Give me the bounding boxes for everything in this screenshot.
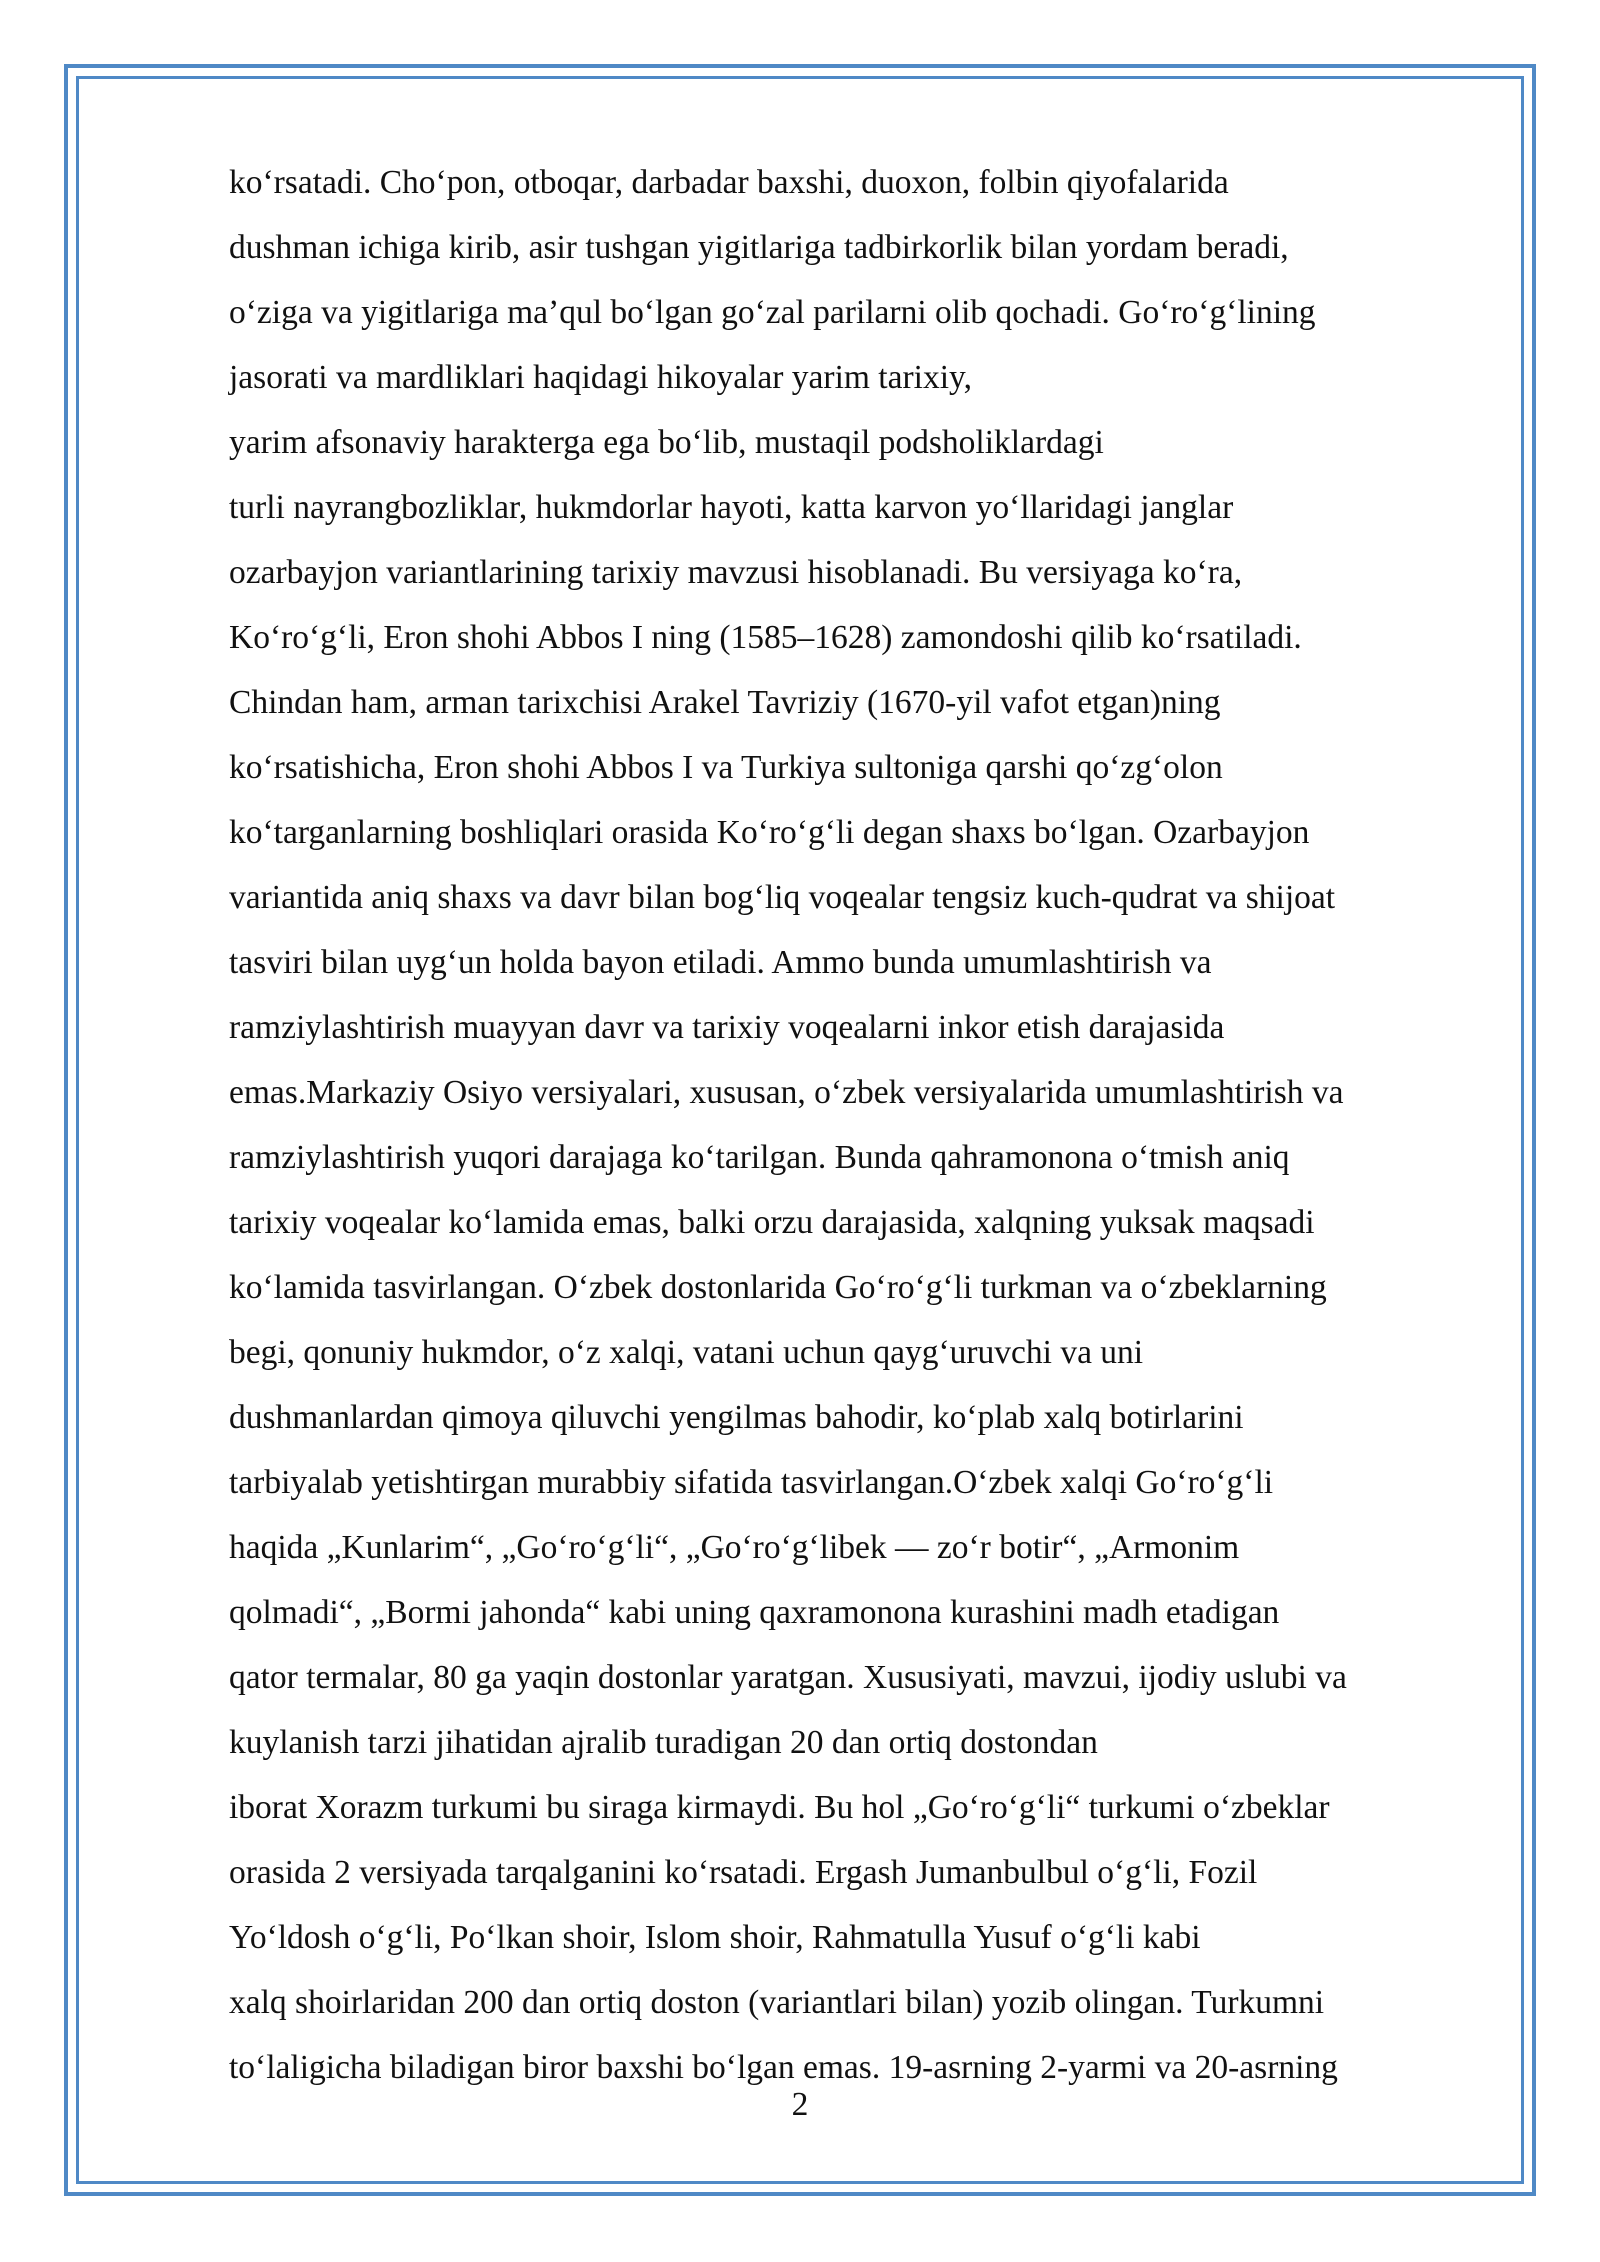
text-line: haqida „Kunlarim“, „Goʻroʻgʻli“, „Goʻroʻgʻlibek — zoʻr botir“, „Armonim (229, 1529, 1240, 1566)
text-line: oʻziga va yigitlariga maʼqul boʻlgan goʻzal parilarni olib qochadi. Goʻroʻgʻlining (229, 294, 1316, 331)
document-body (229, 150, 1529, 2100)
text-line: iborat Xorazm turkumi bu siraga kirmaydi. Bu hol „Goʻroʻgʻli“ turkumi oʻzbeklar (229, 1789, 1330, 1826)
text-line: tarbiyalab yetishtirgan murabbiy sifatida tasvirlangan.Oʻzbek xalqi Goʻroʻgʻli (229, 1464, 1274, 1501)
text-line: xalq shoirlaridan 200 dan ortiq doston (variantlari bilan) yozib olingan. Turkumni (229, 1984, 1325, 2021)
text-line: tasviri bilan uygʻun holda bayon etiladi. Ammo bunda umumlashtirish va (229, 944, 1212, 981)
text-line: qolmadi“, „Bormi jahonda“ kabi uning qaxramonona kurashini madh etadigan (229, 1594, 1280, 1631)
text-line: koʻtarganlarning boshliqlari orasida Koʻroʻgʻli degan shaxs boʻlgan. Ozarbayjon (229, 814, 1310, 851)
text-line: toʻlaligicha biladigan biror baxshi boʻlgan emas. 19-asrning 2-yarmi va 20-asrning (229, 2049, 1338, 2086)
text-line: orasida 2 versiyada tarqalganini koʻrsatadi. Ergash Jumanbulbul oʻgʻli, Fozil (229, 1854, 1258, 1891)
text-line: Koʻroʻgʻli, Eron shohi Abbos I ning (1585–1628) zamondoshi qilib koʻrsatiladi. (229, 619, 1302, 656)
text-line: ramziylashtirish yuqori darajaga koʻtarilgan. Bunda qahramonona oʻtmish aniq (229, 1139, 1290, 1176)
page-number: 2 (791, 2086, 809, 2123)
text-line: dushmanlardan qimoya qiluvchi yengilmas bahodir, koʻplab xalq botirlarini (229, 1399, 1244, 1436)
text-line: koʻrsatadi. Choʻpon, otboqar, darbadar baxshi, duoxon, folbin qiyofalarida (229, 164, 1229, 201)
text-line: variantida aniq shaxs va davr bilan bogʻliq voqealar tengsiz kuch-qudrat va shijoat (229, 879, 1336, 916)
text-line: begi, qonuniy hukmdor, oʻz xalqi, vatani uchun qaygʻuruvchi va uni (229, 1334, 1144, 1371)
text-line: turli nayrangbozliklar, hukmdorlar hayoti, katta karvon yoʻllaridagi janglar (229, 489, 1234, 526)
text-line: ramziylashtirish muayyan davr va tarixiy voqealarni inkor etish darajasida (229, 1009, 1225, 1046)
text-line: tarixiy voqealar koʻlamida emas, balki orzu darajasida, xalqning yuksak maqsadi (229, 1204, 1315, 1241)
text-line: yarim afsonaviy harakterga ega boʻlib, mustaqil podsholiklardagi (229, 424, 1104, 461)
text-line: koʻrsatishicha, Eron shohi Abbos I va Turkiya sultoniga qarshi qoʻzgʻolon (229, 749, 1223, 786)
text-line: dushman ichiga kirib, asir tushgan yigitlariga tadbirkorlik bilan yordam beradi, (229, 229, 1289, 266)
text-line: jasorati va mardliklari haqidagi hikoyalar yarim tarixiy, (229, 359, 972, 396)
text-line: Chindan ham, arman tarixchisi Arakel Tavriziy (1670-yil vafot etgan)ning (229, 684, 1221, 721)
text-line: Yoʻldosh oʻgʻli, Poʻlkan shoir, Islom shoir, Rahmatulla Yusuf oʻgʻli kabi (229, 1919, 1201, 1956)
text-line: kuylanish tarzi jihatidan ajralib turadigan 20 dan ortiq dostondan (229, 1724, 1098, 1761)
text-line: ozarbayjon variantlarining tarixiy mavzusi hisoblanadi. Bu versiyaga koʻra, (229, 554, 1243, 591)
text-line: koʻlamida tasvirlangan. Oʻzbek dostonlarida Goʻroʻgʻli turkman va oʻzbeklarning (229, 1269, 1327, 1306)
text-line: qator termalar, 80 ga yaqin dostonlar yaratgan. Xususiyati, mavzui, ijodiy uslubi va (229, 1659, 1347, 1696)
text-line: emas.Markaziy Osiyo versiyalari, xususan, oʻzbek versiyalarida umumlashtirish va (229, 1074, 1344, 1111)
